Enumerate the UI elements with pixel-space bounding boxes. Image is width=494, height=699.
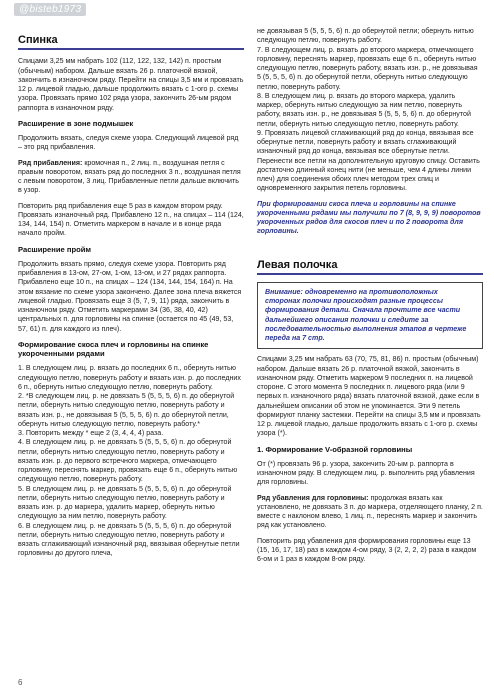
page-number: 6 bbox=[18, 678, 23, 687]
step: 3. Повторить между * еще 2 (3, 4, 4, 4) раза. bbox=[18, 429, 164, 437]
heading-armhole: Расширение в зоне подмышек bbox=[18, 118, 134, 128]
heading-v-neck: 1. Формирование V-образной горловины bbox=[257, 444, 413, 454]
step: Перенести все петли на дополнительную круговую спицу. Оставить достаточно длинный конец нити (не меньше, чем 4 длины линии плеч) для соединения обоих плеч методом трех спиц и одновременного закрытия петель горловины. bbox=[257, 156, 480, 193]
decrease-row-paragraph bbox=[257, 494, 483, 531]
attention-box bbox=[257, 282, 483, 350]
step: 6. В следующем лиц. р. не довязать 5 (5, 5, 5, 6) п. до обернутой петли, обернуть нитью следующую петлю, повернуть работу и вязать сглаживающий изнаночный ряд, ввязывая обернутые петли горловины до другого плеча, bbox=[18, 521, 240, 558]
left-front-intro: Спицами 3,25 мм набрать 63 (70, 75, 81, 86) п. простым (обычным) набором. Дальше вязать 26 р. платочной вязкой, закончить в изнаночном ряду. Отметить маркером 9 последних п. на лицевой стороне. С этого момента 9 последних п. лицевого ряда (или 9 первых п. изнаночного ряда) вязать платочной вязкой, даже если в дальнейшем описании об этом не упоминается. Эти 9 петель формируют планку застежки. Перейти на спицы 3,5 мм и провязать 12 р. лицевой гладью, дальше продолжить вязать с 1-ого р. схемы узора (*). bbox=[257, 355, 481, 438]
v-neck-text: От (*) провязать 96 р. узора, закончить 20-ым р. раппорта в изнаночном ряду. В следующем лиц. р. выполнить ряд убавления для горловины. bbox=[257, 459, 475, 487]
armhole-text: Продолжить вязать, следуя схеме узора. Следующий лицевой ряд – это ряд прибавления. bbox=[18, 134, 239, 152]
step: 2. *В следующем лиц. р. не довязать 5 (5, 5, 5, 6) п. до обернутой петли, обернуть нитью следующую петлю, повернуть работу и вязать изн. р., не довязывая 5 (5, 5, 5, 6) п. до обернутой петли, обернуть нитью следующую петлю, повернуть работу.* bbox=[18, 392, 235, 428]
increase-row-label: Ряд прибавления: bbox=[18, 158, 83, 167]
shoulder-note: При формировании скоса плеча и горловины на спинке укороченными рядами мы получили по 7 (8, 9, 9, 9) поворотов укороченных рядов для скосов плеч и по 2 поворота для горловины. bbox=[257, 199, 481, 236]
watermark: @bisteb1973 bbox=[14, 3, 86, 16]
increase-row-paragraph bbox=[18, 159, 244, 196]
decrease-row-label: Ряд убавления для горловины: bbox=[257, 493, 369, 502]
left-column bbox=[18, 18, 244, 559]
step: 8. В следующем лиц. р. вязать до второго маркера, удалить маркер, обернуть нитью следующую за ним петлю, повернуть работу, вязать изн. р., не довязывая 5 (5, 5, 5, 6) п. до обернутой петли, обернуть нитью следующую петлю, повернуть работу. bbox=[257, 91, 471, 128]
section-title-left-front: Левая полочка bbox=[257, 261, 483, 275]
raglan-text: Продолжить вязать прямо, следуя схеме узора. Повторить ряд прибавления в 13-ом, 27-ом, 1-ом, 13-ом, и 27 рядах раппорта. Прибавлено еще 10 п., на спицах – 124 (134, 144, 154, 164) п. На этом вязание по схеме узора закончено. Далее зона плеча вяжется лицевой гладью. Провязать еще 3 (5, 7, 9, 11) ряда, закончить в изнаночном ряду. Отметить маркерами 34 (36, 38, 40, 42) центральных п. для горловины на спинке (остается по 45 (49, 53, 57, 61) п. для каждого из плеч). bbox=[18, 259, 242, 333]
step: 1. В следующем лиц. р. вязать до последних 6 п., обернуть нитью следующую петлю, повернуть работу и вязать изн. р. до последних 6 п., обернуть нитью следующую петлю, повернуть работу. bbox=[18, 364, 241, 391]
step: 5. В следующем лиц. р. не довязать 5 (5, 5, 5, 6) п. до обернутой петли, обернуть нитью следующую петлю, повернуть работу и вязать изн. р. до маркера, удалить маркер, обернуть нитью следующую за ним петлю, повернуть работу. bbox=[18, 484, 232, 521]
step: не довязывая 5 (5, 5, 5, 6) п. до обернутой петли; обернуть нитью следующую петлю, повернуть работу. bbox=[257, 27, 474, 45]
back-intro: Спицами 3,25 мм набрать 102 (112, 122, 132, 142) п. простым (обычным) набором. Дальше вязать 26 р. платочной вязкой, закончить в изнаночном ряду. Перейти на спицы 3,5 мм и провязать 12 р. лицевой гладью, дальше продолжить вязать с 1-ого р. схемы узора. Провязать прямо 102 ряда узора, закончить 26-ым рядом раппорта в изнаночном ряду. bbox=[18, 57, 244, 112]
step: 4. В следующем лиц. р. не довязать 5 (5, 5, 5, 6) п. до обернутой петли, обернуть нитью следующую петлю, повернуть работу и вязать изн. р. до первого встречного маркера, отмечающего горловину, переснять маркер, провязать еще 6 п., обернуть нитью следующую петлю, повернуть работу. bbox=[18, 438, 238, 484]
decrease-row-text: продолжая вязать как установлено, не довязать 3 п. до маркера, отделяющего планку, 2 п. вместе с наклоном влево, 1 лиц. п., переснять маркер и закончить ряд как установлено. bbox=[257, 493, 483, 530]
decrease-repeat-text: Повторить ряд убавления для формирования горловины еще 13 (15, 16, 17, 18) раз в каждом 4-ом ряду, 3 (2, 2, 2, 2) раза в каждом 6-ом и 1 раз в каждом 8-ом ряду. bbox=[257, 536, 477, 563]
step: 9. Провязать лицевой сглаживающий ряд до конца, ввязывая все обернутые петли, повернуть работу и вязать сглаживающий изнаночный ряд до конца, ввязывая все обернутые петли. bbox=[257, 128, 474, 156]
attention-text: Внимание: одновременно на противоположных сторонах полочки происходят разные процессы формирования детали. Сначала прочтите все части дальнейшего описания полочки и следите за последовательностью выполнения этапов в чертеже переда на 7 стр. bbox=[265, 287, 467, 342]
section-title-back: Спинка bbox=[18, 36, 244, 50]
step: 7. В следующем лиц. р. вязать до второго маркера, отмечающего горловину, переснять маркер, провязать еще 6 п., обернуть нитью следующую петлю, повернуть работу, вязать изн. р., не довязывая 5 (5, 5, 5, 6) п. до обернутой петли, обернуть нитью следующую петлю, повернуть работу. bbox=[257, 45, 478, 91]
increase-row-text: кромочная п., 2 лиц. п., воздушная петля с правым поворотом, вязать ряд до последних 3 п., воздушная петля с левым поворотом, 3 лиц. Прибавленные петли дальше включить в узор. bbox=[18, 158, 241, 195]
increase-repeat-text: Повторить ряд прибавления еще 5 раз в каждом втором ряду. Провязать изнаночный ряд. Прибавлено 12 п., на спицах – 114 (124, 134, 144, 154) п. Отметить маркером в начале и в конце ряда начало пройм. bbox=[18, 201, 244, 238]
heading-shoulder-shaping: Формирование скоса плеч и горловины на спинке укороченными рядами bbox=[18, 339, 209, 358]
heading-raglan: Расширение пройм bbox=[18, 244, 92, 254]
right-column bbox=[257, 27, 483, 570]
